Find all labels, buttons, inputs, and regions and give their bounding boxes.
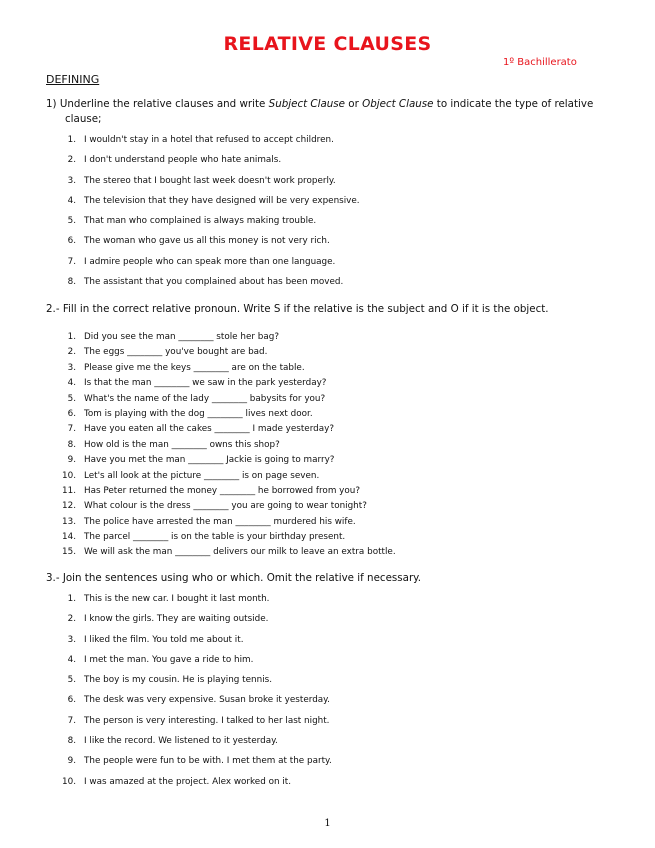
question-3-instruction: 3.- Join the sentences using who or which. Omit the relative if necessary. <box>46 572 422 584</box>
item-text: I like the record. We listened to it yesterday. <box>84 736 278 747</box>
item-number: 9. <box>67 455 76 466</box>
section-heading: DEFINING <box>46 73 100 86</box>
item-text: Tom is playing with the dog ________ lives next door. <box>84 408 313 419</box>
item-text: Have you met the man ________ Jackie is going to marry? <box>84 455 335 466</box>
item-text: Is that the man ________ we saw in the park yesterday? <box>84 378 327 389</box>
q1-or: or <box>345 98 363 110</box>
item-text: The woman who gave us all this money is not very rich. <box>84 236 330 247</box>
item-text: Let's all look at the picture ________ is on page seven. <box>84 470 320 481</box>
q1-line2: clause; <box>65 113 102 125</box>
item-number: 3. <box>67 634 76 645</box>
item-text: Please give me the keys ________ are on the table. <box>84 362 305 373</box>
item-number: 5. <box>67 216 76 227</box>
item-number: 7. <box>67 256 76 267</box>
item-number: 7. <box>67 424 76 435</box>
item-number: 2. <box>67 347 76 358</box>
item-text: I met the man. You gave a ride to him. <box>84 654 254 665</box>
item-text: Did you see the man ________ stole her bag? <box>84 332 280 342</box>
item-text: How old is the man ________ owns this shop? <box>84 439 280 450</box>
item-text: What colour is the dress ________ you are going to wear tonight? <box>84 501 367 512</box>
item-text: The stereo that I bought last week doesn't work properly. <box>84 175 336 186</box>
q1-suffix: to indicate the type of relative <box>433 98 594 110</box>
item-text: I admire people who can speak more than one language. <box>84 256 336 267</box>
item-text: That man who complained is always making trouble. <box>84 216 317 227</box>
item-number: 7. <box>67 715 76 726</box>
item-number: 12. <box>62 501 76 512</box>
item-text: I wouldn't stay in a hotel that refused to accept children. <box>84 135 334 145</box>
item-text: The desk was very expensive. Susan broke it yesterday. <box>84 695 330 706</box>
item-text: The eggs ________ you've bought are bad. <box>84 347 268 358</box>
page-title: RELATIVE CLAUSES <box>223 33 432 55</box>
item-number: 4. <box>67 195 76 206</box>
item-text: This is the new car. I bought it last month. <box>84 594 270 604</box>
page-number: 1 <box>324 818 331 829</box>
item-number: 8. <box>67 736 76 747</box>
q1-object-clause: Object Clause <box>362 98 434 110</box>
q1-subject-clause: Subject Clause <box>268 98 346 110</box>
item-text: Have you eaten all the cakes ________ I made yesterday? <box>84 424 335 435</box>
item-text: The television that they have designed will be very expensive. <box>84 195 360 206</box>
item-text: We will ask the man ________ delivers our milk to leave an extra bottle. <box>84 547 396 558</box>
item-text: Has Peter returned the money ________ he borrowed from you? <box>84 485 361 496</box>
item-text: The parcel ________ is on the table is your birthday present. <box>84 532 346 543</box>
item-number: 11. <box>62 485 76 496</box>
item-number: 1. <box>67 135 76 145</box>
item-number: 3. <box>67 362 76 373</box>
item-number: 1. <box>67 332 76 342</box>
question-2-instruction: 2.- Fill in the correct relative pronoun. Write S if the relative is the subject and O if it is the object. <box>46 303 549 315</box>
item-number: 6. <box>67 695 76 706</box>
q1-prefix: 1) Underline the relative clauses and write <box>46 98 269 110</box>
item-number: 2. <box>67 155 76 166</box>
item-number: 1. <box>67 594 76 604</box>
item-number: 8. <box>67 439 76 450</box>
item-number: 15. <box>62 547 76 558</box>
item-number: 5. <box>67 393 76 404</box>
item-number: 5. <box>67 675 76 686</box>
item-number: 9. <box>67 756 76 767</box>
question-1-instruction <box>46 97 616 127</box>
item-text: I liked the film. You told me about it. <box>84 634 244 645</box>
item-number: 4. <box>67 654 76 665</box>
item-number: 8. <box>67 277 76 288</box>
item-number: 3. <box>67 175 76 186</box>
item-number: 4. <box>67 378 76 389</box>
item-number: 10. <box>62 470 76 481</box>
item-number: 2. <box>67 614 76 625</box>
course-label: 1º Bachillerato <box>503 57 577 68</box>
item-text: The police have arrested the man ________ murdered his wife. <box>84 516 356 527</box>
item-number: 13. <box>62 516 76 527</box>
item-text: The boy is my cousin. He is playing tennis. <box>84 675 273 686</box>
item-text: I was amazed at the project. Alex worked on it. <box>84 776 292 787</box>
item-number: 6. <box>67 408 76 419</box>
item-number: 14. <box>62 532 76 543</box>
item-text: The assistant that you complained about has been moved. <box>84 277 344 288</box>
item-text: I don't understand people who hate animals. <box>84 155 282 166</box>
item-text: The people were fun to be with. I met them at the party. <box>84 756 332 767</box>
item-text: The person is very interesting. I talked to her last night. <box>84 715 330 726</box>
item-number: 6. <box>67 236 76 247</box>
item-text: I know the girls. They are waiting outside. <box>84 614 269 625</box>
item-text: What's the name of the lady ________ babysits for you? <box>84 393 326 404</box>
item-number: 10. <box>62 776 76 787</box>
